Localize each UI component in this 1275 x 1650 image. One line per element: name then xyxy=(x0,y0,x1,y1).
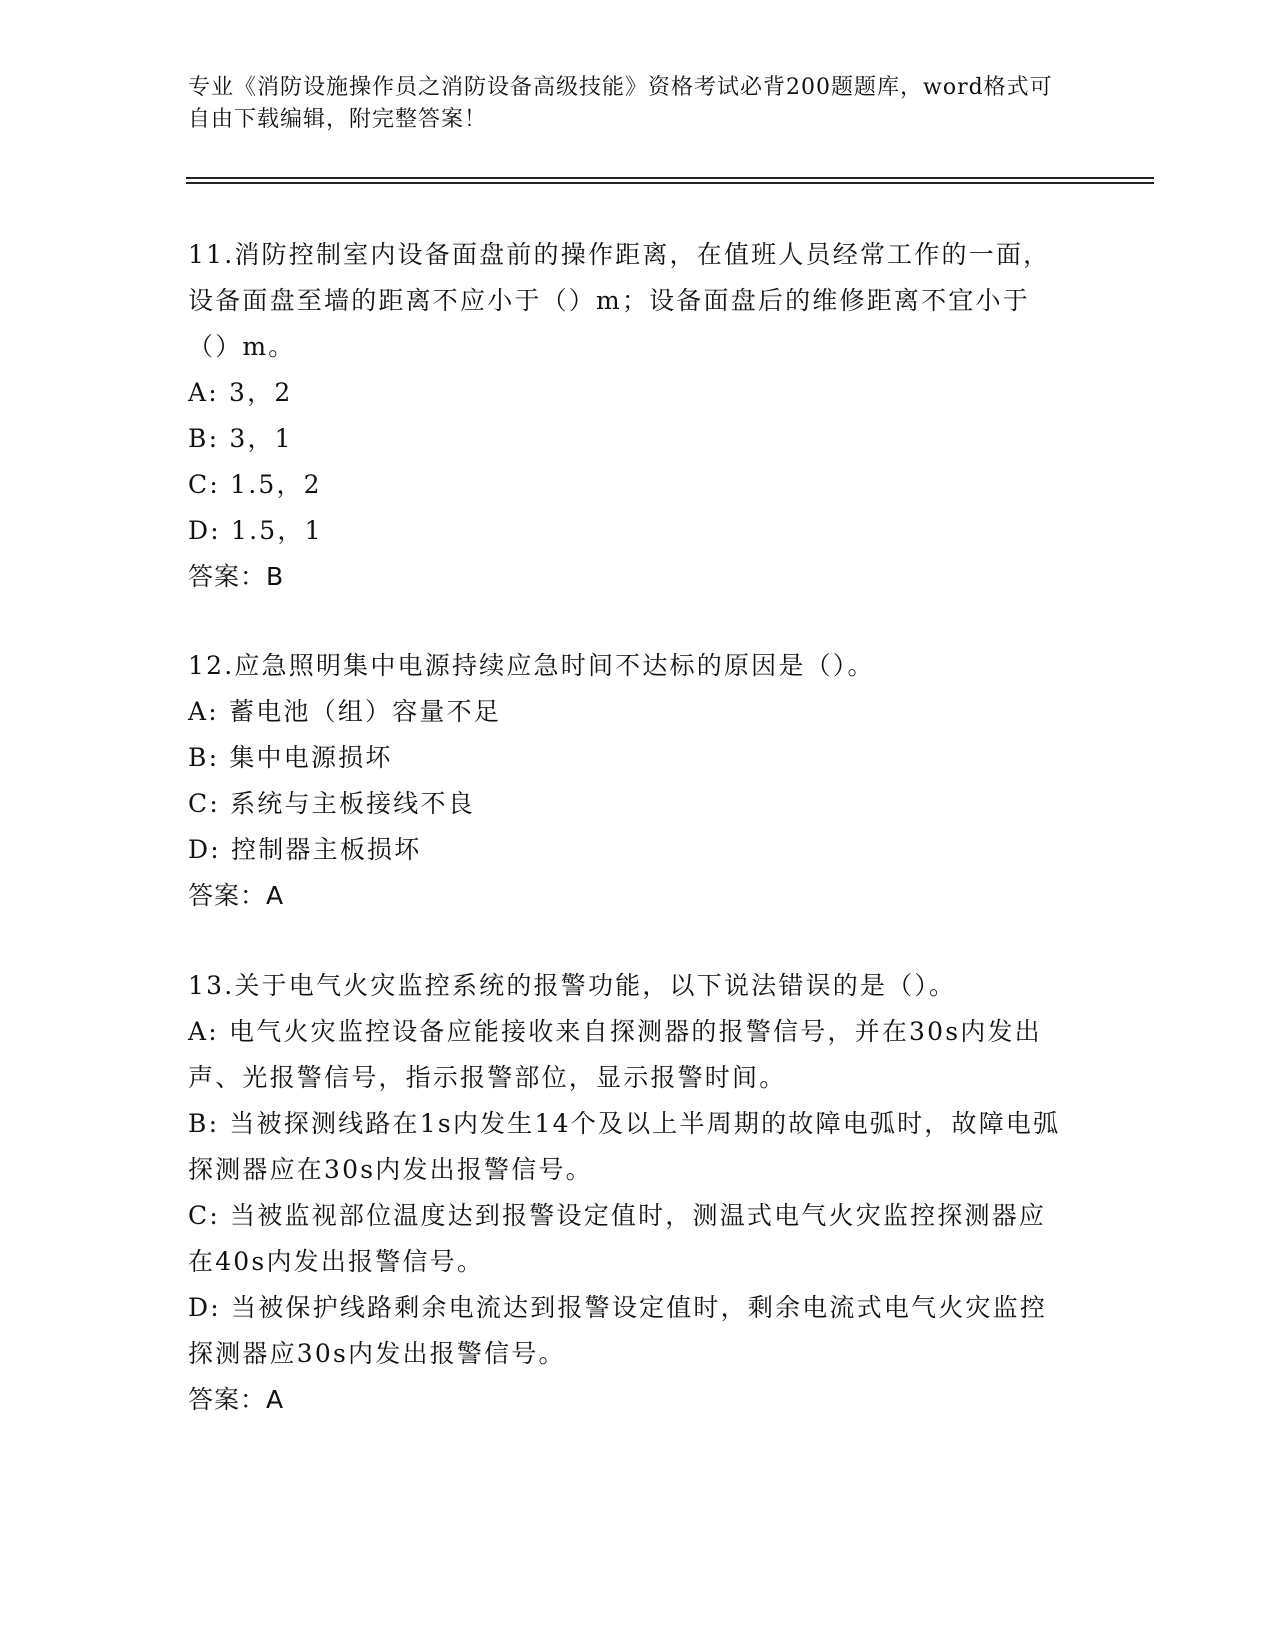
option-a: A: 蓄电池（组）容量不足 xyxy=(188,697,502,726)
question-stem: 12.应急照明集中电源持续应急时间不达标的原因是（）。 xyxy=(188,651,875,680)
option-a: A: 3，2 xyxy=(188,378,293,407)
option-d: D: 控制器主板损坏 xyxy=(188,835,422,864)
option-b: B: 集中电源损坏 xyxy=(188,743,393,772)
option-a: A: 电气火灾监控设备应能接收来自探测器的报警信号，并在30s内发出声、光报警信号，指示报警部位，显示报警时间。 xyxy=(188,1017,1042,1092)
question-13 xyxy=(188,963,1068,1423)
option-b: B: 3，1 xyxy=(188,424,293,453)
option-c: C: 系统与主板接线不良 xyxy=(188,789,475,818)
question-stem: 11.消防控制室内设备面盘前的操作距离，在值班人员经常工作的一面，设备面盘至墙的距离不应小于（）m；设备面盘后的维修距离不宜小于（）m。 xyxy=(188,240,1051,361)
option-d: D: 当被保护线路剩余电流达到报警设定值时，剩余电流式电气火灾监控探测器应30s内发出报警信号。 xyxy=(188,1293,1048,1368)
answer: 答案：B xyxy=(188,562,285,591)
option-d: D: 1.5，1 xyxy=(188,516,323,545)
question-12 xyxy=(188,643,1068,919)
option-c: C: 1.5，2 xyxy=(188,470,322,499)
document-header: 专业《消防设施操作员之消防设备高级技能》资格考试必背200题题库，word格式可自由下载编辑，附完整答案！ xyxy=(188,75,1053,132)
option-c: C: 当被监视部位温度达到报警设定值时，测温式电气火灾监控探测器应在40s内发出报警信号。 xyxy=(188,1201,1047,1276)
answer: 答案：A xyxy=(188,881,285,910)
header-divider-bottom xyxy=(186,182,1154,184)
question-11 xyxy=(188,232,1068,600)
answer: 答案：A xyxy=(188,1385,285,1414)
question-stem: 13.关于电气火灾监控系统的报警功能，以下说法错误的是（）。 xyxy=(188,971,957,1000)
option-b: B: 当被探测线路在1s内发生14个及以上半周期的故障电弧时，故障电弧探测器应在30s内发出报警信号。 xyxy=(188,1109,1061,1184)
header-divider-top xyxy=(186,177,1154,179)
